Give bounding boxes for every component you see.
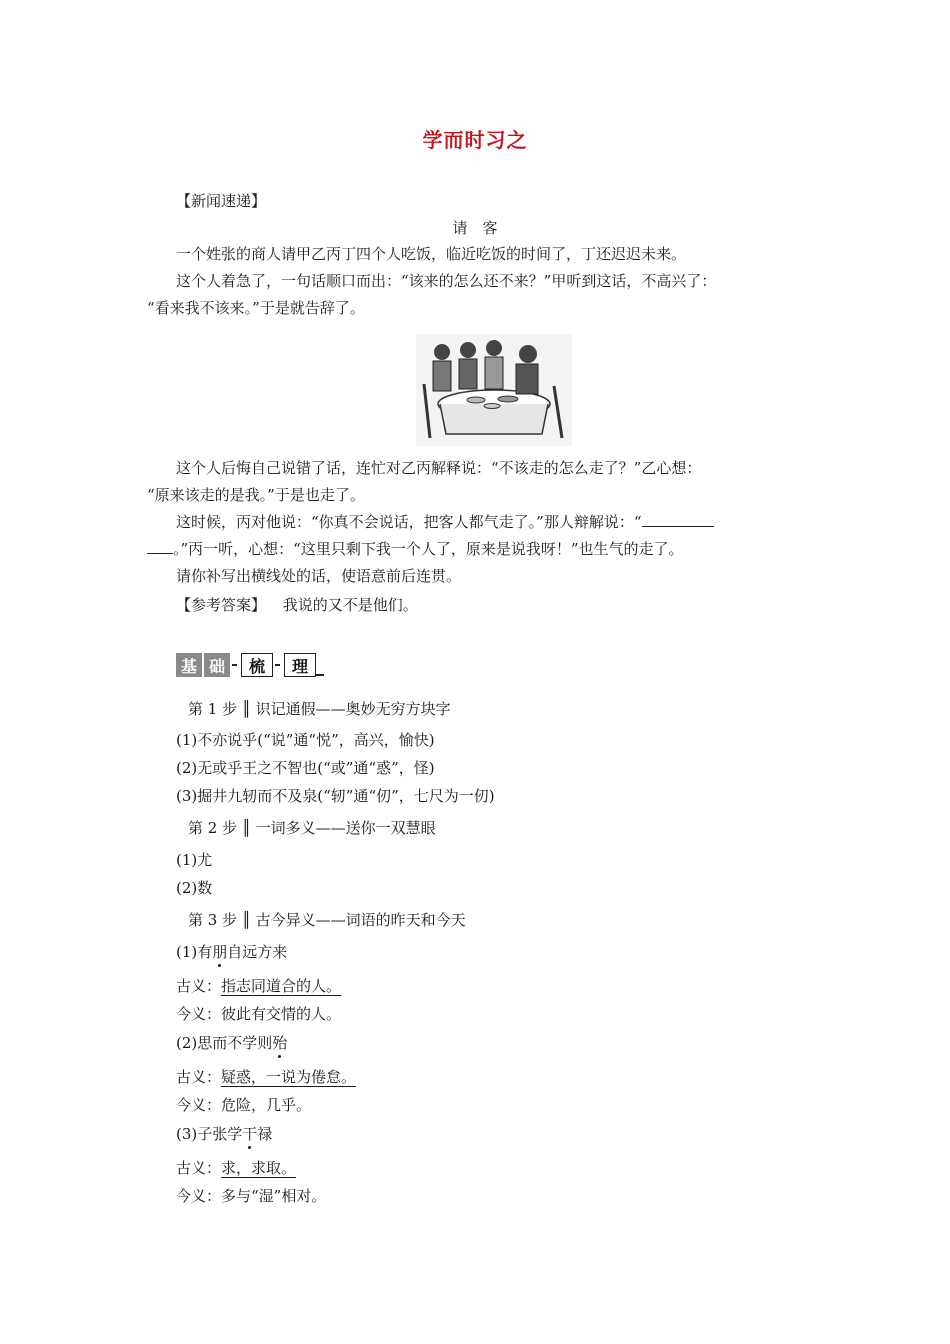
step-2-item-1: (1)尤 — [176, 851, 213, 869]
answer-label: 【参考答案】 — [176, 596, 267, 614]
story-paragraph-2-line-2: “看来我不该来。”于是就告辞了。 — [147, 299, 365, 317]
step-3-entry-3-ancient: 古义：求，求取。 — [176, 1159, 297, 1177]
story-paragraph-2-line-1: 这个人着急了，一句话顺口而出：“该来的怎么还不来？”甲听到这话，不高兴了： — [176, 272, 717, 290]
answer-text: 我说的又不是他们。 — [282, 596, 418, 614]
step-1-heading: 第 1 步 ║ 识记通假——奥妙无穷方块字 — [188, 700, 451, 718]
step-3-entry-2-ancient: 古义：疑惑，一说为倦怠。 — [176, 1068, 357, 1086]
dotted-character: 干 — [242, 1125, 258, 1143]
page-title: 学而时习之 — [422, 128, 528, 152]
banner-char-1: 基 — [176, 653, 202, 677]
step-3-entry-1-modern: 今义：彼此有交情的人。 — [176, 1005, 342, 1023]
step-3-entry-3-phrase: (3)子张学干禄 — [176, 1125, 273, 1143]
step-3-heading: 第 3 步 ║ 古今异义——词语的昨天和今天 — [188, 911, 466, 929]
story-paragraph-4-line-2: 。”丙一听，心想：“这里只剩下我一个人了，原来是说我呀！”也生气的走了。 — [173, 540, 684, 558]
banner-char-2: 础 — [204, 653, 230, 677]
answer-blank-line — [642, 512, 714, 527]
story-paragraph-4-line-1: 这时候，丙对他说：“你真不会说话，把客人都气走了。”那人辩解说：“ — [176, 513, 642, 531]
answer-blank-line-continued — [147, 539, 173, 554]
step-3-entry-1-phrase: (1)有朋自远方来 — [176, 943, 288, 961]
dotted-character: 殆 — [272, 1034, 288, 1052]
banner-char-4: 理 — [284, 653, 316, 677]
story-paragraph-3-line-1: 这个人后悔自己说错了话，连忙对乙丙解释说：“不该走的怎么走了？”乙心想： — [176, 459, 702, 477]
step-2-heading: 第 2 步 ║ 一词多义——送你一双慧眼 — [188, 819, 436, 837]
section-banner — [176, 652, 324, 678]
step-1-item-3: (3)掘井九轫而不及泉(“轫”通“仞”，七尺为一仞) — [176, 787, 495, 805]
step-2-item-2: (2)数 — [176, 879, 213, 897]
news-label: 【新闻速递】 — [176, 192, 267, 210]
step-1-item-1: (1)不亦说乎(“说”通“悦”，高兴，愉快) — [176, 731, 435, 749]
step-1-item-2: (2)无或乎王之不智也(“或”通“惑”，怪) — [176, 759, 435, 777]
step-3-entry-3-modern: 今义：多与“湿”相对。 — [176, 1187, 327, 1205]
step-3-entry-2-phrase: (2)思而不学则殆 — [176, 1034, 288, 1052]
dotted-character: 朋 — [212, 943, 228, 961]
story-paragraph-3-line-2: “原来该走的是我。”于是也走了。 — [147, 486, 365, 504]
story-paragraph-1: 一个姓张的商人请甲乙丙丁四个人吃饭，临近吃饭的时间了，丁还迟迟未来。 — [176, 245, 687, 263]
story-question: 请你补写出横线处的话，使语意前后连贯。 — [176, 567, 462, 585]
step-3-entry-1-ancient: 古义：指志同道合的人。 — [176, 977, 342, 995]
step-3-entry-2-modern: 今义：危险，几乎。 — [176, 1096, 312, 1114]
story-title: 请 客 — [452, 219, 498, 237]
banner-char-3: 梳 — [241, 653, 273, 677]
dinner-party-illustration — [416, 334, 572, 446]
